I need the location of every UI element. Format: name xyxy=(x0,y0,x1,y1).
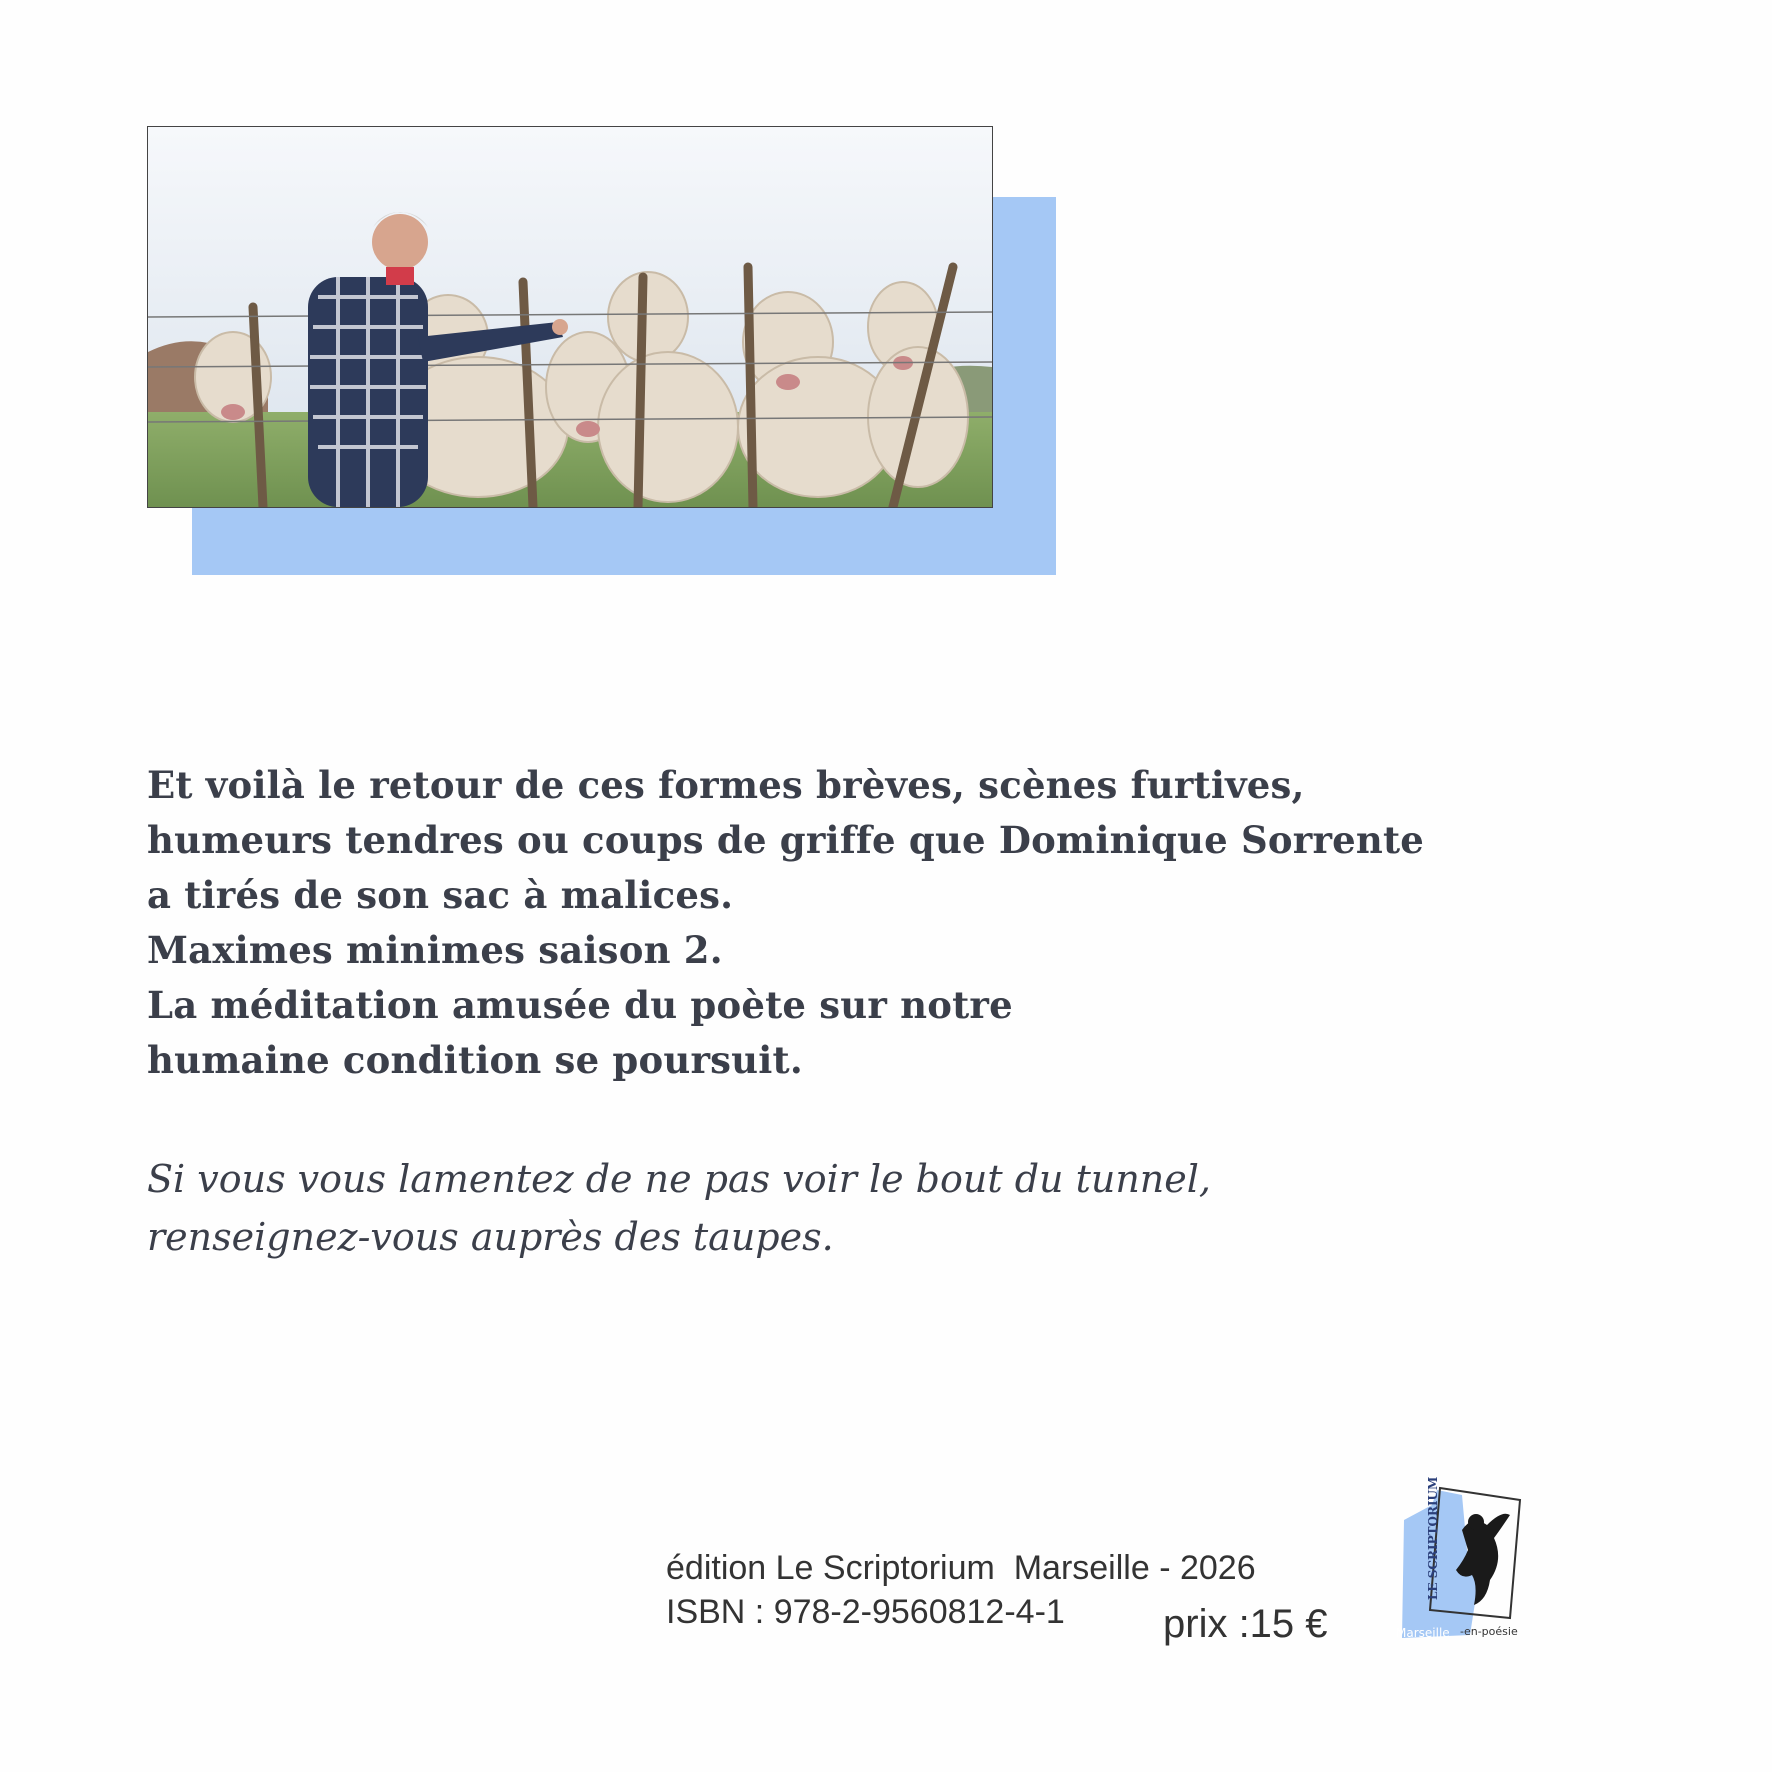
svg-text:-en-poésie xyxy=(1460,1625,1518,1638)
blurb-paragraph xyxy=(147,758,1447,1088)
author-photo xyxy=(147,126,993,508)
blurb-line: humaine condition se poursuit. xyxy=(147,1038,803,1082)
scriptorium-logo-icon xyxy=(1392,1460,1542,1650)
svg-text:Marseille xyxy=(1396,1626,1450,1640)
quote-line: renseignez-vous auprès des taupes. xyxy=(147,1215,834,1259)
blurb-line: Maximes minimes saison 2. xyxy=(147,928,723,972)
publisher-logo xyxy=(1392,1460,1542,1650)
epigraph-quote xyxy=(147,1150,1447,1266)
blurb-line: Et voilà le retour de ces formes brèves, scènes furtives, xyxy=(147,763,1305,807)
logo-tagline-part2: -en-poésie xyxy=(1460,1625,1518,1638)
price-label: prix :15 € xyxy=(1163,1602,1328,1646)
edition-line: édition Le Scriptorium Marseille - 2026 xyxy=(666,1549,1256,1587)
isbn-line: ISBN : 978-2-9560812-4-1 xyxy=(666,1593,1065,1631)
logo-name: LE SCRIPTORIUM xyxy=(1426,1476,1440,1600)
blurb-line: humeurs tendres ou coups de griffe que Dominique Sorrente xyxy=(147,818,1425,862)
blurb-line: a tirés de son sac à malices. xyxy=(147,873,734,917)
logo-tagline-part1: Marseille xyxy=(1396,1626,1450,1640)
blurb-line: La méditation amusée du poète sur notre xyxy=(147,983,1013,1027)
photo-of-man-with-cows-icon xyxy=(148,127,992,507)
quote-line: Si vous vous lamentez de ne pas voir le bout du tunnel, xyxy=(147,1157,1211,1201)
